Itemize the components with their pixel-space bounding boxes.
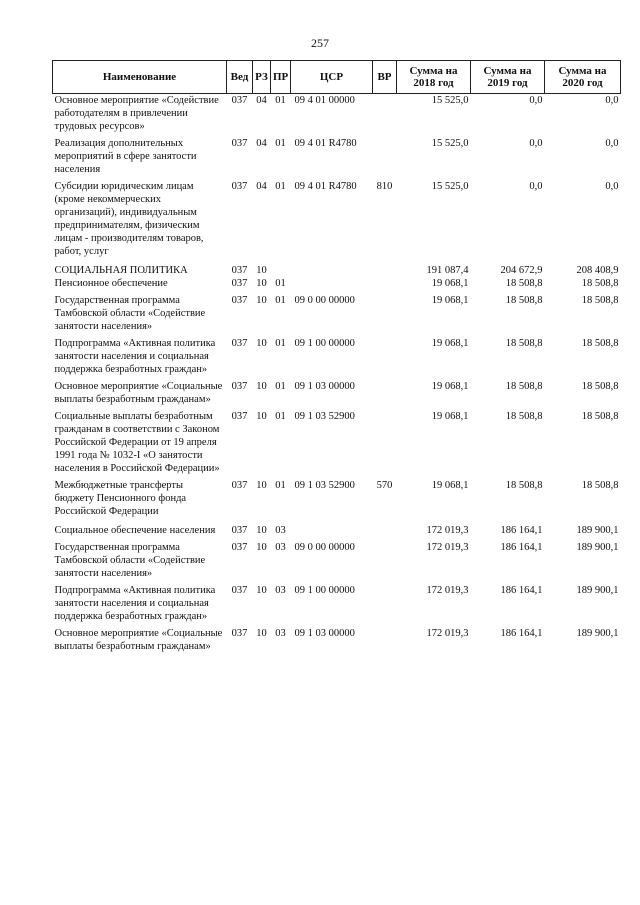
row-csr: 09 1 03 00000 <box>294 381 355 392</box>
table-row <box>53 376 621 406</box>
row-name: СОЦИАЛЬНАЯ ПОЛИТИКА <box>54 265 188 276</box>
row-pr: 01 <box>275 138 286 149</box>
row-name: Основное мероприятие «Социальные выплаты безработным гражданам» <box>54 381 223 405</box>
row-sum-2018: 15 525,0 <box>431 138 469 149</box>
row-vr: 810 <box>376 181 393 192</box>
row-sum-2018: 172 019,3 <box>426 628 469 639</box>
row-pr: 03 <box>275 628 286 639</box>
row-vr <box>373 277 397 290</box>
row-sum-2020: 0,0 <box>605 181 619 192</box>
row-sum-2018: 15 525,0 <box>431 181 469 192</box>
row-rz: 04 <box>256 181 267 192</box>
row-sum-2018: 172 019,3 <box>426 585 469 596</box>
row-vr: 570 <box>376 480 393 491</box>
row-sum-2019: 18 508,8 <box>505 338 543 349</box>
row-rz: 10 <box>256 381 267 392</box>
row-sum-2018: 19 068,1 <box>431 381 469 392</box>
row-pr <box>271 258 291 277</box>
row-pr: 03 <box>275 542 286 553</box>
row-sum-2020: 18 508,8 <box>581 381 619 392</box>
row-vr <box>373 258 397 277</box>
row-sum-2019: 186 164,1 <box>500 542 543 553</box>
row-ved: 037 <box>231 480 248 491</box>
row-name: Основное мероприятие «Содействие работодателям в привлечении трудовых ресурсов» <box>54 95 219 132</box>
row-sum-2018: 19 068,1 <box>431 480 469 491</box>
row-csr <box>291 277 373 290</box>
row-pr: 01 <box>275 480 286 491</box>
header-csr: ЦСР <box>291 61 373 94</box>
row-rz: 04 <box>256 138 267 149</box>
row-rz: 10 <box>256 295 267 306</box>
row-rz: 10 <box>256 278 267 289</box>
row-name: Государственная программа Тамбовской области «Содействие занятости населения» <box>54 542 206 579</box>
row-ved: 037 <box>231 628 248 639</box>
budget-table <box>52 60 621 653</box>
row-sum-2019: 18 508,8 <box>505 480 543 491</box>
row-pr: 01 <box>275 95 286 106</box>
row-sum-2018: 191 087,4 <box>426 265 469 276</box>
row-vr <box>373 406 397 475</box>
row-ved: 037 <box>231 542 248 553</box>
row-pr: 01 <box>275 181 286 192</box>
header-2018: Сумма на 2018 год <box>397 61 471 94</box>
row-ved: 037 <box>231 278 248 289</box>
row-rz: 10 <box>256 525 267 536</box>
row-sum-2018: 19 068,1 <box>431 411 469 422</box>
row-name: Пенсионное обеспечение <box>54 278 168 289</box>
row-ved: 037 <box>231 265 248 276</box>
row-rz: 10 <box>256 411 267 422</box>
table-row <box>53 133 621 176</box>
row-ved: 037 <box>231 411 248 422</box>
table-row <box>53 333 621 376</box>
row-rz: 10 <box>256 585 267 596</box>
row-ved: 037 <box>231 585 248 596</box>
row-sum-2018: 19 068,1 <box>431 295 469 306</box>
row-rz: 10 <box>256 480 267 491</box>
table-header-row <box>53 61 621 94</box>
row-sum-2020: 18 508,8 <box>581 278 619 289</box>
row-sum-2020: 18 508,8 <box>581 338 619 349</box>
table-row <box>53 258 621 277</box>
row-sum-2019: 18 508,8 <box>505 278 543 289</box>
table-row <box>53 277 621 290</box>
table-row <box>53 406 621 475</box>
table-row <box>53 475 621 518</box>
row-sum-2019: 18 508,8 <box>505 381 543 392</box>
row-rz: 10 <box>256 628 267 639</box>
row-sum-2019: 186 164,1 <box>500 628 543 639</box>
row-ved: 037 <box>231 181 248 192</box>
row-sum-2019: 186 164,1 <box>500 585 543 596</box>
row-ved: 037 <box>231 525 248 536</box>
row-name: Межбюджетные трансферты бюджету Пенсионного фонда Российской Федерации <box>54 480 187 517</box>
row-rz: 10 <box>256 542 267 553</box>
row-csr: 09 4 01 R4780 <box>294 138 357 149</box>
row-rz: 04 <box>256 95 267 106</box>
row-sum-2018: 172 019,3 <box>426 525 469 536</box>
row-sum-2020: 189 900,1 <box>576 542 619 553</box>
row-name: Основное мероприятие «Социальные выплаты безработным гражданам» <box>54 628 223 652</box>
row-sum-2019: 186 164,1 <box>500 525 543 536</box>
row-vr <box>373 94 397 134</box>
row-ved: 037 <box>231 95 248 106</box>
row-csr: 09 4 01 00000 <box>294 95 355 106</box>
row-name: Социальное обеспечение населения <box>54 525 216 536</box>
row-sum-2020: 0,0 <box>605 95 619 106</box>
row-ved: 037 <box>231 138 248 149</box>
row-csr: 09 0 00 00000 <box>294 542 355 553</box>
row-pr: 01 <box>275 295 286 306</box>
table-row <box>53 176 621 258</box>
row-pr: 01 <box>275 278 286 289</box>
row-name: Социальные выплаты безработным гражданам в соответствии с Законом Российской Федерации от 19 апреля 1991 года № 1032-I «О занятости населения в Российской Федерации» <box>54 411 220 474</box>
row-csr: 09 1 03 00000 <box>294 628 355 639</box>
header-pr: ПР <box>271 61 291 94</box>
row-name: Субсидии юридическим лицам (кроме некоммерческих организаций), индивидуальным предпринимателям, физическим лицам - производителям товаров, работ, услуг <box>54 181 204 257</box>
row-sum-2019: 0,0 <box>529 138 543 149</box>
header-2019: Сумма на 2019 год <box>471 61 545 94</box>
row-pr: 03 <box>275 525 286 536</box>
row-vr <box>373 376 397 406</box>
row-csr <box>291 258 373 277</box>
row-sum-2018: 172 019,3 <box>426 542 469 553</box>
header-rz: РЗ <box>253 61 271 94</box>
row-sum-2019: 18 508,8 <box>505 295 543 306</box>
row-pr: 03 <box>275 585 286 596</box>
row-sum-2019: 18 508,8 <box>505 411 543 422</box>
row-name: Подпрограмма «Активная политика занятости населения и социальная поддержка безработных граждан» <box>54 585 216 622</box>
row-sum-2020: 189 900,1 <box>576 628 619 639</box>
row-vr <box>373 290 397 333</box>
table-row <box>53 623 621 653</box>
table-row <box>53 537 621 580</box>
row-ved: 037 <box>231 295 248 306</box>
row-pr: 01 <box>275 381 286 392</box>
row-sum-2018: 15 525,0 <box>431 95 469 106</box>
row-sum-2020: 189 900,1 <box>576 585 619 596</box>
row-name: Государственная программа Тамбовской области «Содействие занятости населения» <box>54 295 206 332</box>
row-csr: 09 0 00 00000 <box>294 295 355 306</box>
row-sum-2018: 19 068,1 <box>431 278 469 289</box>
row-sum-2020: 189 900,1 <box>576 525 619 536</box>
row-pr: 01 <box>275 338 286 349</box>
row-sum-2020: 0,0 <box>605 138 619 149</box>
row-sum-2019: 204 672,9 <box>500 265 543 276</box>
row-vr <box>373 518 397 537</box>
row-csr: 09 1 00 00000 <box>294 585 355 596</box>
header-ved: Вед <box>227 61 253 94</box>
row-csr: 09 1 03 52900 <box>294 411 355 422</box>
row-csr: 09 1 00 00000 <box>294 338 355 349</box>
row-vr <box>373 133 397 176</box>
row-sum-2018: 19 068,1 <box>431 338 469 349</box>
row-sum-2019: 0,0 <box>529 181 543 192</box>
row-pr: 01 <box>275 411 286 422</box>
row-vr <box>373 623 397 653</box>
row-vr <box>373 333 397 376</box>
header-2020: Сумма на 2020 год <box>545 61 621 94</box>
row-csr <box>291 518 373 537</box>
row-rz: 10 <box>256 338 267 349</box>
table-row <box>53 580 621 623</box>
row-vr <box>373 537 397 580</box>
row-vr <box>373 580 397 623</box>
row-rz: 10 <box>256 265 267 276</box>
row-csr: 09 4 01 R4780 <box>294 181 357 192</box>
row-sum-2020: 18 508,8 <box>581 480 619 491</box>
header-vr: ВР <box>373 61 397 94</box>
row-name: Реализация дополнительных мероприятий в сфере занятости населения <box>54 138 197 175</box>
row-csr: 09 1 03 52900 <box>294 480 355 491</box>
row-ved: 037 <box>231 338 248 349</box>
row-sum-2020: 208 408,9 <box>576 265 619 276</box>
page-number: 257 <box>311 36 329 50</box>
table-row <box>53 290 621 333</box>
table-row <box>53 518 621 537</box>
row-name: Подпрограмма «Активная политика занятости населения и социальная поддержка безработных граждан» <box>54 338 216 375</box>
header-name: Наименование <box>53 61 227 94</box>
row-sum-2020: 18 508,8 <box>581 295 619 306</box>
row-ved: 037 <box>231 381 248 392</box>
table-row <box>53 94 621 134</box>
row-sum-2019: 0,0 <box>529 95 543 106</box>
row-sum-2020: 18 508,8 <box>581 411 619 422</box>
